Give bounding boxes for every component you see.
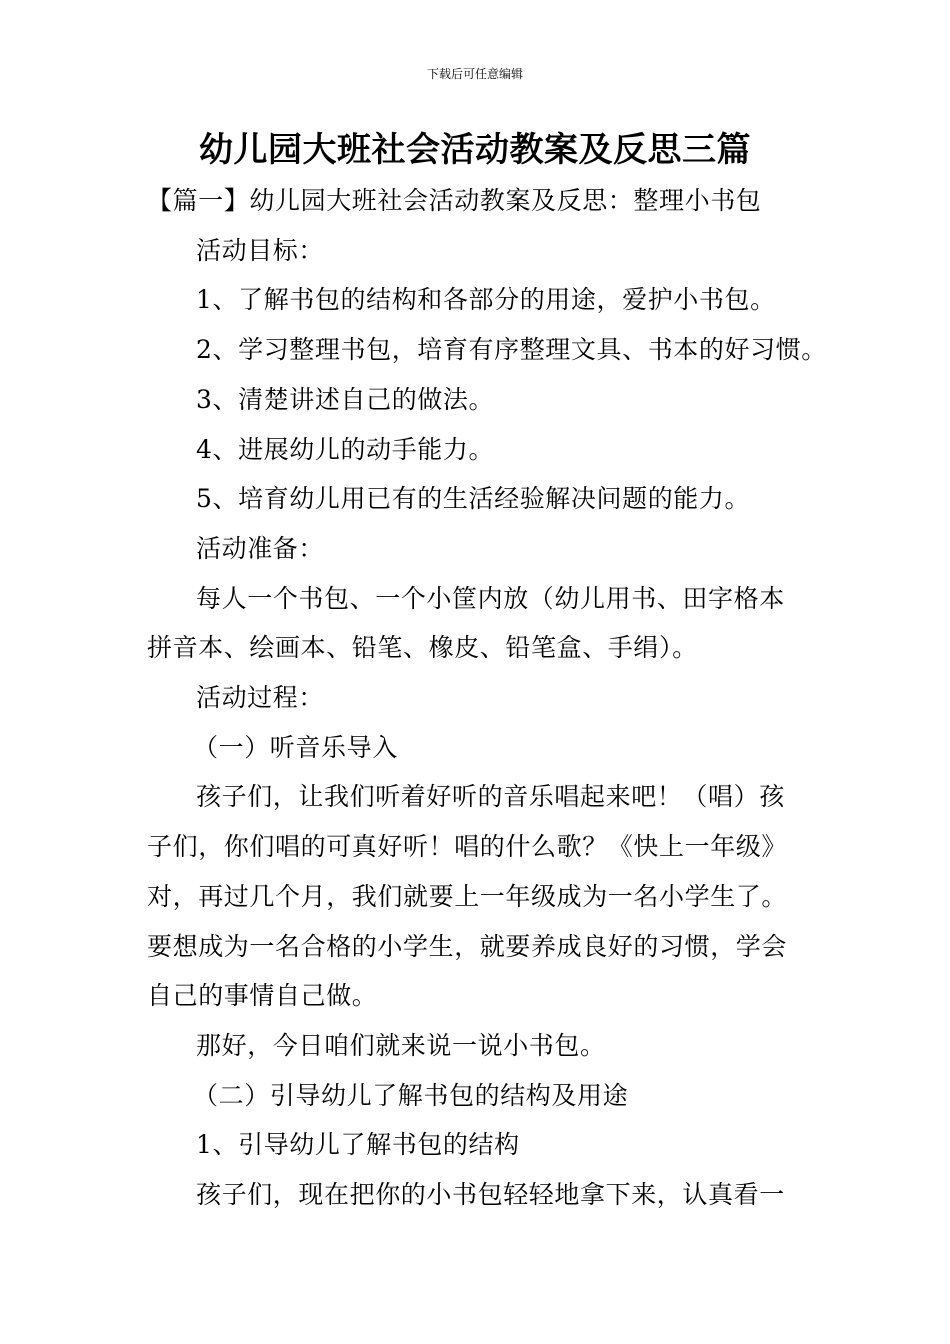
body-line: 自己的事情自己做。 <box>147 981 378 1011</box>
body-line: 要想成为一名合格的小学生，就要养成良好的习惯，学会 <box>147 931 788 961</box>
body-line: 拼音本、绘画本、铅笔、橡皮、铅笔盒、手绢）。 <box>147 633 698 663</box>
body-line: 【篇一】幼儿园大班社会活动教案及反思：整理小书包 <box>147 186 762 215</box>
document-title: 幼儿园大班社会活动教案及反思三篇 <box>199 130 751 170</box>
body-line: 活动准备： <box>196 533 325 563</box>
body-line: 4、进展幼儿的动手能力。 <box>196 434 495 464</box>
body-line: 1、引导幼儿了解书包的结构 <box>196 1130 520 1160</box>
body-line: 2、学习整理书包，培育有序整理文具、书本的好习惯。 <box>196 335 827 365</box>
body-line: （二）引导幼儿了解书包的结构及用途 <box>193 1080 629 1110</box>
body-line: 1、了解书包的结构和各部分的用途，爱护小书包。 <box>196 285 776 315</box>
body-line: 活动过程： <box>196 683 325 713</box>
body-line: 子们，你们唱的可真好听！唱的什么歌？《快上一年级》 <box>147 832 788 862</box>
document-body <box>147 176 827 1220</box>
body-line: 对，再过几个月，我们就要上一年级成为一名小学生了。 <box>147 881 788 911</box>
body-line: 孩子们，让我们听着好听的音乐唱起来吧！（唱）孩 <box>196 782 785 812</box>
body-line: 每人一个书包、一个小筐内放（幼儿用书、田字格本 <box>196 583 785 613</box>
body-line: 5、培育幼儿用已有的生活经验解决问题的能力。 <box>196 484 751 514</box>
body-line: 孩子们，现在把你的小书包轻轻地拿下来，认真看一 <box>196 1180 785 1210</box>
page-header-note: 下载后可任意编辑 <box>426 67 523 81</box>
body-line: 那好，今日咱们就来说一说小书包。 <box>196 1030 606 1060</box>
body-line: 3、清楚讲述自己的做法。 <box>196 384 495 414</box>
body-line: 活动目标： <box>196 235 325 265</box>
body-line: （一）听音乐导入 <box>193 732 398 762</box>
